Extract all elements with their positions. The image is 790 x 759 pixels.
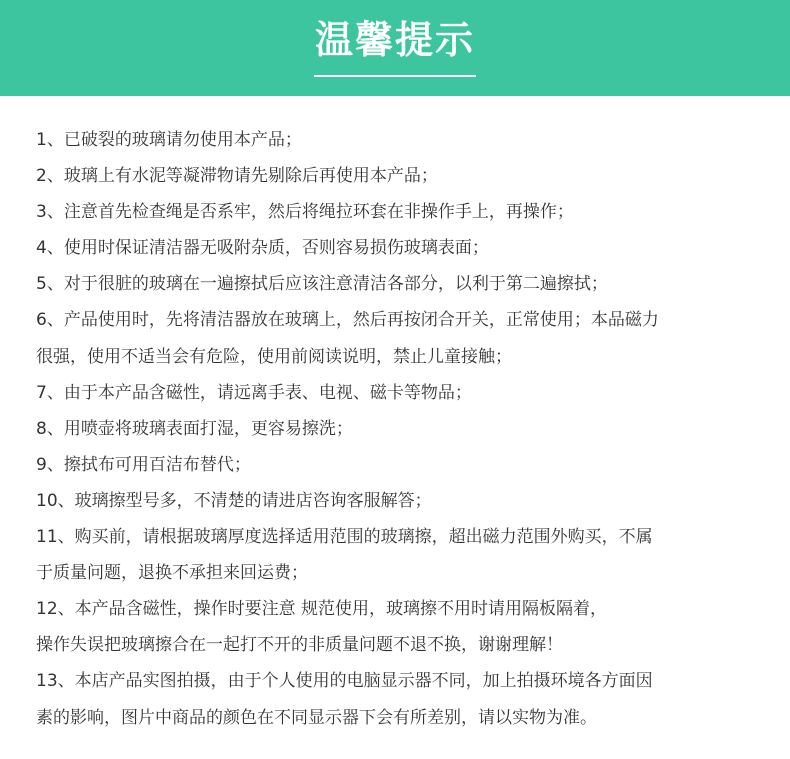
notice-line: 4、使用时保证清洁器无吸附杂质，否则容易损伤玻璃表面； [36,238,489,259]
notice-line: 于质量问题，退换不承担来回运费； [36,563,308,584]
notice-line: 操作失误把玻璃擦合在一起打不开的非质量问题不退不换，谢谢理解！ [36,635,563,656]
title-underline [314,75,476,77]
notice-line: 10、玻璃擦型号多，不清楚的请进店咨询客服解答； [36,490,432,511]
notice-line: 11、购买前，请根据玻璃厚度选择适用范围的玻璃擦，超出磁力范围外购买，不属 [36,527,653,548]
notice-line: 13、本店产品实图拍摄，由于个人使用的电脑显示器不同，加上拍摄环境各方面因 [36,671,653,692]
page-title: 温馨提示 [314,18,475,62]
notice-line: 7、由于本产品含磁性，请远离手表、电视、磁卡等物品； [36,382,472,403]
header-banner [0,0,790,96]
notice-line: 6、产品使用时，先将清洁器放在玻璃上，然后再按闭合开关，正常使用；本品磁力 [36,310,659,331]
notice-line: 9、擦拭布可用百洁布替代； [36,454,251,475]
notice-line: 1、已破裂的玻璃请勿使用本产品； [36,130,302,150]
notice-line: 素的影响，图片中商品的颜色在不同显示器下会有所差别，请以实物为准。 [36,707,597,728]
notice-line: 5、对于很脏的玻璃在一遍擦拭后应该注意清洁各部分，以利于第二遍擦拭； [36,274,608,295]
notice-line: 很强，使用不适当会有危险，使用前阅读说明，禁止儿童接触； [36,346,512,367]
notice-line: 3、注意首先检查绳是否系牢，然后将绳拉环套在非操作手上，再操作； [36,202,574,223]
notice-line: 2、玻璃上有水泥等凝滞物请先剔除后再使用本产品； [36,166,438,187]
notice-line: 8、用喷壶将玻璃表面打湿，更容易擦洗； [36,418,353,439]
notice-line: 12、本产品含磁性，操作时要注意 规范使用，玻璃擦不用时请用隔板隔着， [36,599,608,620]
notice-list [36,122,776,736]
